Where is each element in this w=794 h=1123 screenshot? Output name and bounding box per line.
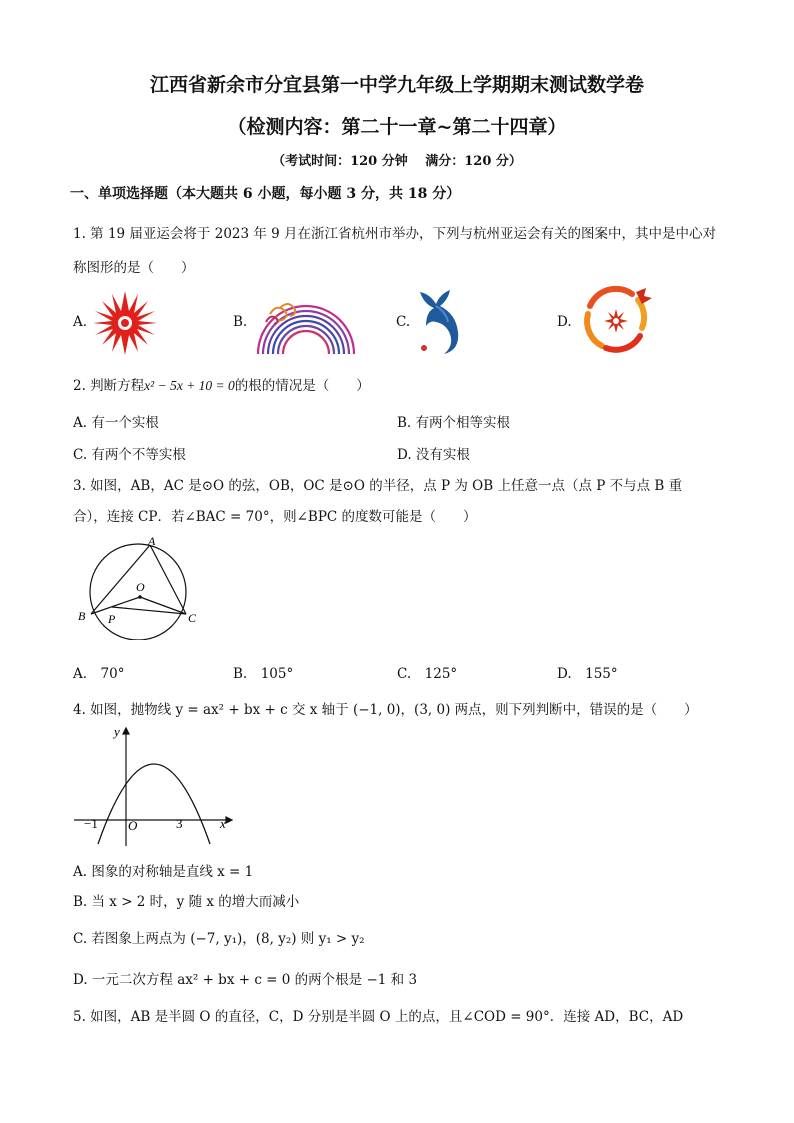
tick-label-3: 3 [176, 816, 183, 831]
question-3-line-2: 合），连接 CP．若∠BAC = 70°，则∠BPC 的度数可能是（ ） [73, 509, 477, 525]
q2-stem-suffix: 的根的情况是（ ） [234, 378, 370, 394]
question-1-line-2: 称图形的是（ ） [73, 260, 195, 276]
q4-option-b: B. 当 x > 2 时，y 随 x 的增大而减小 [73, 894, 300, 910]
q1-option-b-label: B. [233, 314, 248, 330]
q3-option-c: C. 125° [397, 666, 458, 682]
label-c: C [188, 611, 197, 625]
axis-label-y: y [114, 724, 120, 739]
q2-option-a: A. 有一个实根 [73, 415, 159, 431]
parabola-graph-figure [70, 724, 240, 848]
q1-option-c-label: C. [396, 314, 411, 330]
exam-info: （考试时间：120 分钟 满分：120 分） [272, 154, 522, 169]
q2-option-d: D. 没有实根 [397, 447, 470, 463]
question-4-line-1: 4. 如图，抛物线 y = ax² + bx + c 交 x 轴于 (−1, 0)，(3, 0) 两点，则下列判断中，错误的是（ ） [73, 702, 698, 718]
dolphin-tail-emblem-icon [414, 286, 466, 358]
rainbow-arc-emblem-icon [250, 294, 362, 358]
question-5-line-1: 5. 如图，AB 是半圆 O 的直径，C，D 分别是半圆 O 上的点，且∠COD = 90°．连接 AD，BC，AD [73, 1009, 684, 1025]
label-b: B [78, 609, 86, 623]
page-title: 江西省新余市分宜县第一中学九年级上学期期末测试数学卷 [149, 74, 644, 96]
page-subtitle: （检测内容：第二十一章~第二十四章） [227, 116, 567, 138]
circle-geometry-figure [72, 532, 208, 640]
question-3-line-1: 3. 如图，AB，AC 是⊙O 的弦，OB，OC 是⊙O 的半径，点 P 为 OB 上任意一点（点 P 不与点 B 重 [73, 478, 683, 494]
q2-option-c: C. 有两个不等实根 [73, 447, 186, 463]
q3-option-d: D. 155° [557, 666, 618, 682]
question-2-stem [73, 374, 370, 394]
q1-option-a-label: A. [73, 314, 88, 330]
question-1-line-1: 1. 第 19 届亚运会将于 2023 年 9 月在浙江省杭州市举办，下列与杭州亚运会有关的图案中，其中是中心对 [73, 226, 717, 242]
origin-label: O [128, 818, 138, 833]
q3-option-a: A. 70° [73, 666, 125, 682]
sun-emblem-icon [92, 290, 158, 356]
section-heading: 一、单项选择题（本大题共 6 小题，每小题 3 分，共 18 分） [70, 186, 461, 202]
label-p: P [108, 612, 116, 626]
q2-stem-prefix: 2. 判断方程 [73, 378, 145, 394]
tick-label-neg1: −1 [84, 816, 98, 831]
label-a: A [148, 534, 156, 548]
q2-option-b: B. 有两个相等实根 [397, 415, 511, 431]
parabola-curve [98, 764, 210, 844]
q3-option-b: B. 105° [233, 666, 294, 682]
q4-option-c: C. 若图象上两点为 (−7, y₁)，(8, y₂) 则 y₁ > y₂ [73, 931, 365, 947]
label-o: O [136, 580, 145, 594]
dragon-ring-emblem-icon [578, 284, 654, 356]
q4-option-a: A. 图象的对称轴是直线 x = 1 [73, 864, 254, 880]
q1-option-d-label: D. [557, 314, 572, 330]
q2-equation: x² − 5x + 10 = 0 [144, 378, 235, 393]
q4-option-d: D. 一元二次方程 ax² + bx + c = 0 的两个根是 −1 和 3 [73, 972, 418, 988]
axis-label-x: x [220, 816, 226, 831]
